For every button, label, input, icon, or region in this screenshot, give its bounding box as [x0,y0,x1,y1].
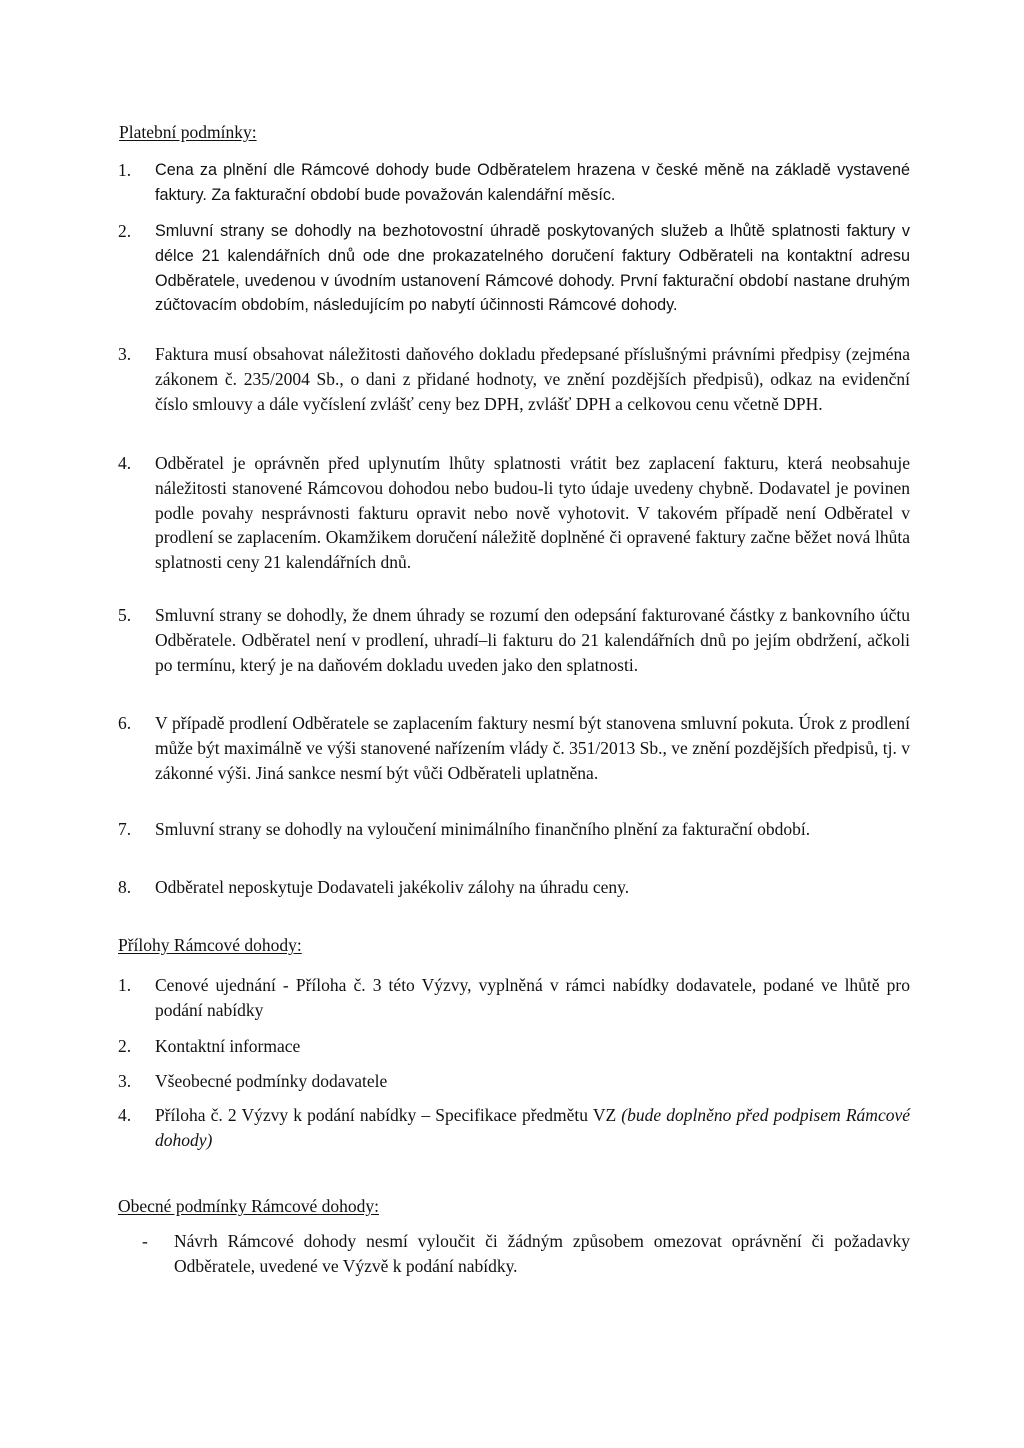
attachment-item [118,1103,910,1153]
item-number: 3. [118,1071,132,1091]
attachment-item [118,973,910,1023]
attachments-heading: Přílohy Rámcové dohody: [118,935,302,955]
attachment-item [118,1034,910,1059]
item-text: Návrh Rámcové dohody nesmí vyloučit či žádným způsobem omezovat oprávnění či požadavky Odběratele, uvedené ve Výzvě k podání nabídky. [174,1231,910,1276]
item-number: 4. [118,1105,132,1125]
payment-term-item [118,875,910,900]
item-text: Smluvní strany se dohodly na vyloučení minimálního finančního plnění za fakturační období. [155,819,811,839]
item-number: 5. [118,605,132,625]
item-text: Všeobecné podmínky dodavatele [155,1071,388,1091]
attachment-item [118,1069,910,1094]
item-text: Kontaktní informace [155,1036,301,1056]
item-number: 2. [118,221,132,241]
item-text [155,1103,910,1153]
payment-term-item [118,219,910,318]
general-term-item [118,1229,910,1279]
item-number: 1. [118,160,132,180]
payment-term-item [118,158,910,208]
bullet-dash: - [142,1231,148,1251]
item-number: 3. [118,344,132,364]
item-text: V případě prodlení Odběratele se zaplacením faktury nesmí být stanovena smluvní pokuta. Úrok z prodlení může být maximálně ve výši stanovené nařízením vlády č. 351/2013 Sb., ve znění pozdějších předpisů, tj. v zákonné výši. Jiná sankce nesmí být vůči Odběrateli uplatněna. [155,713,910,783]
item-text: Odběratel je oprávněn před uplynutím lhůty splatnosti vrátit bez zaplacení fakturu, která neobsahuje náležitosti stanovené Rámcovou dohodou nebo budou-li tyto údaje uvedeny chybně. Dodavatel je povinen podle povahy nesprávnosti fakturu opravit nebo nově vyhotovit. V takovém případě není Odběratel v prodlení se zaplacením. Okamžikem doručení náležitě doplněné či opravené faktury začne běžet nová lhůta splatnosti ceny 21 kalendářních dnů. [155,453,910,573]
payment-term-item [118,451,910,575]
item-text: Cenové ujednání - Příloha č. 3 této Výzvy, vyplněná v rámci nabídky dodavatele, podané ve lhůtě pro podání nabídky [155,975,910,1020]
item-number: 1. [118,975,132,995]
item-text: Odběratel neposkytuje Dodavateli jakékoliv zálohy na úhradu ceny. [155,877,630,897]
payment-terms-heading: Platební podmínky: [119,122,257,142]
general-terms-heading: Obecné podmínky Rámcové dohody: [118,1196,379,1216]
item-text: Smluvní strany se dohodly, že dnem úhrady se rozumí den odepsání fakturované částky z bankovního účtu Odběratele. Odběratel není v prodlení, uhradí–li fakturu do 21 kalendářních dnů po jejím obdržení, ačkoli po termínu, který je na daňovém dokladu uveden jako den splatnosti. [155,605,910,675]
item-number: 6. [118,713,132,733]
payment-term-item [118,817,910,842]
item-text-plain: Příloha č. 2 Výzvy k podání nabídky – Specifikace předmětu VZ [155,1105,622,1125]
item-text: Cena za plnění dle Rámcové dohody bude Odběratelem hrazena v české měně na základě vystavené faktury. Za fakturační období bude považován kalendářní měsíc. [155,161,910,204]
payment-term-item [118,342,910,416]
payment-term-item [118,711,910,785]
item-number: 4. [118,453,132,473]
payment-term-item [118,603,910,677]
item-number: 8. [118,877,132,897]
item-number: 7. [118,819,132,839]
item-number: 2. [118,1036,132,1056]
item-text: Smluvní strany se dohodly na bezhotovostní úhradě poskytovaných služeb a lhůtě splatnosti faktury v délce 21 kalendářních dnů ode dne prokazatelného doručení faktury Odběrateli na kontaktní adresu Odběratele, uvedenou v úvodním ustanovení Rámcové dohody. První fakturační období nastane druhým zúčtovacím obdobím, následujícím po nabytí účinnosti Rámcové dohody. [155,222,910,315]
item-text-italic-note: (bude doplněno před podpisem Rámcové dohody) [155,1105,910,1150]
item-text: Faktura musí obsahovat náležitosti daňového dokladu předepsané příslušnými právními předpisy (zejména zákonem č. 235/2004 Sb., o dani z přidané hodnoty, ve znění pozdějších předpisů), odkaz na evidenční číslo smlouvy a dále vyčíslení zvlášť ceny bez DPH, zvlášť DPH a celkovou cenu včetně DPH. [155,344,910,414]
